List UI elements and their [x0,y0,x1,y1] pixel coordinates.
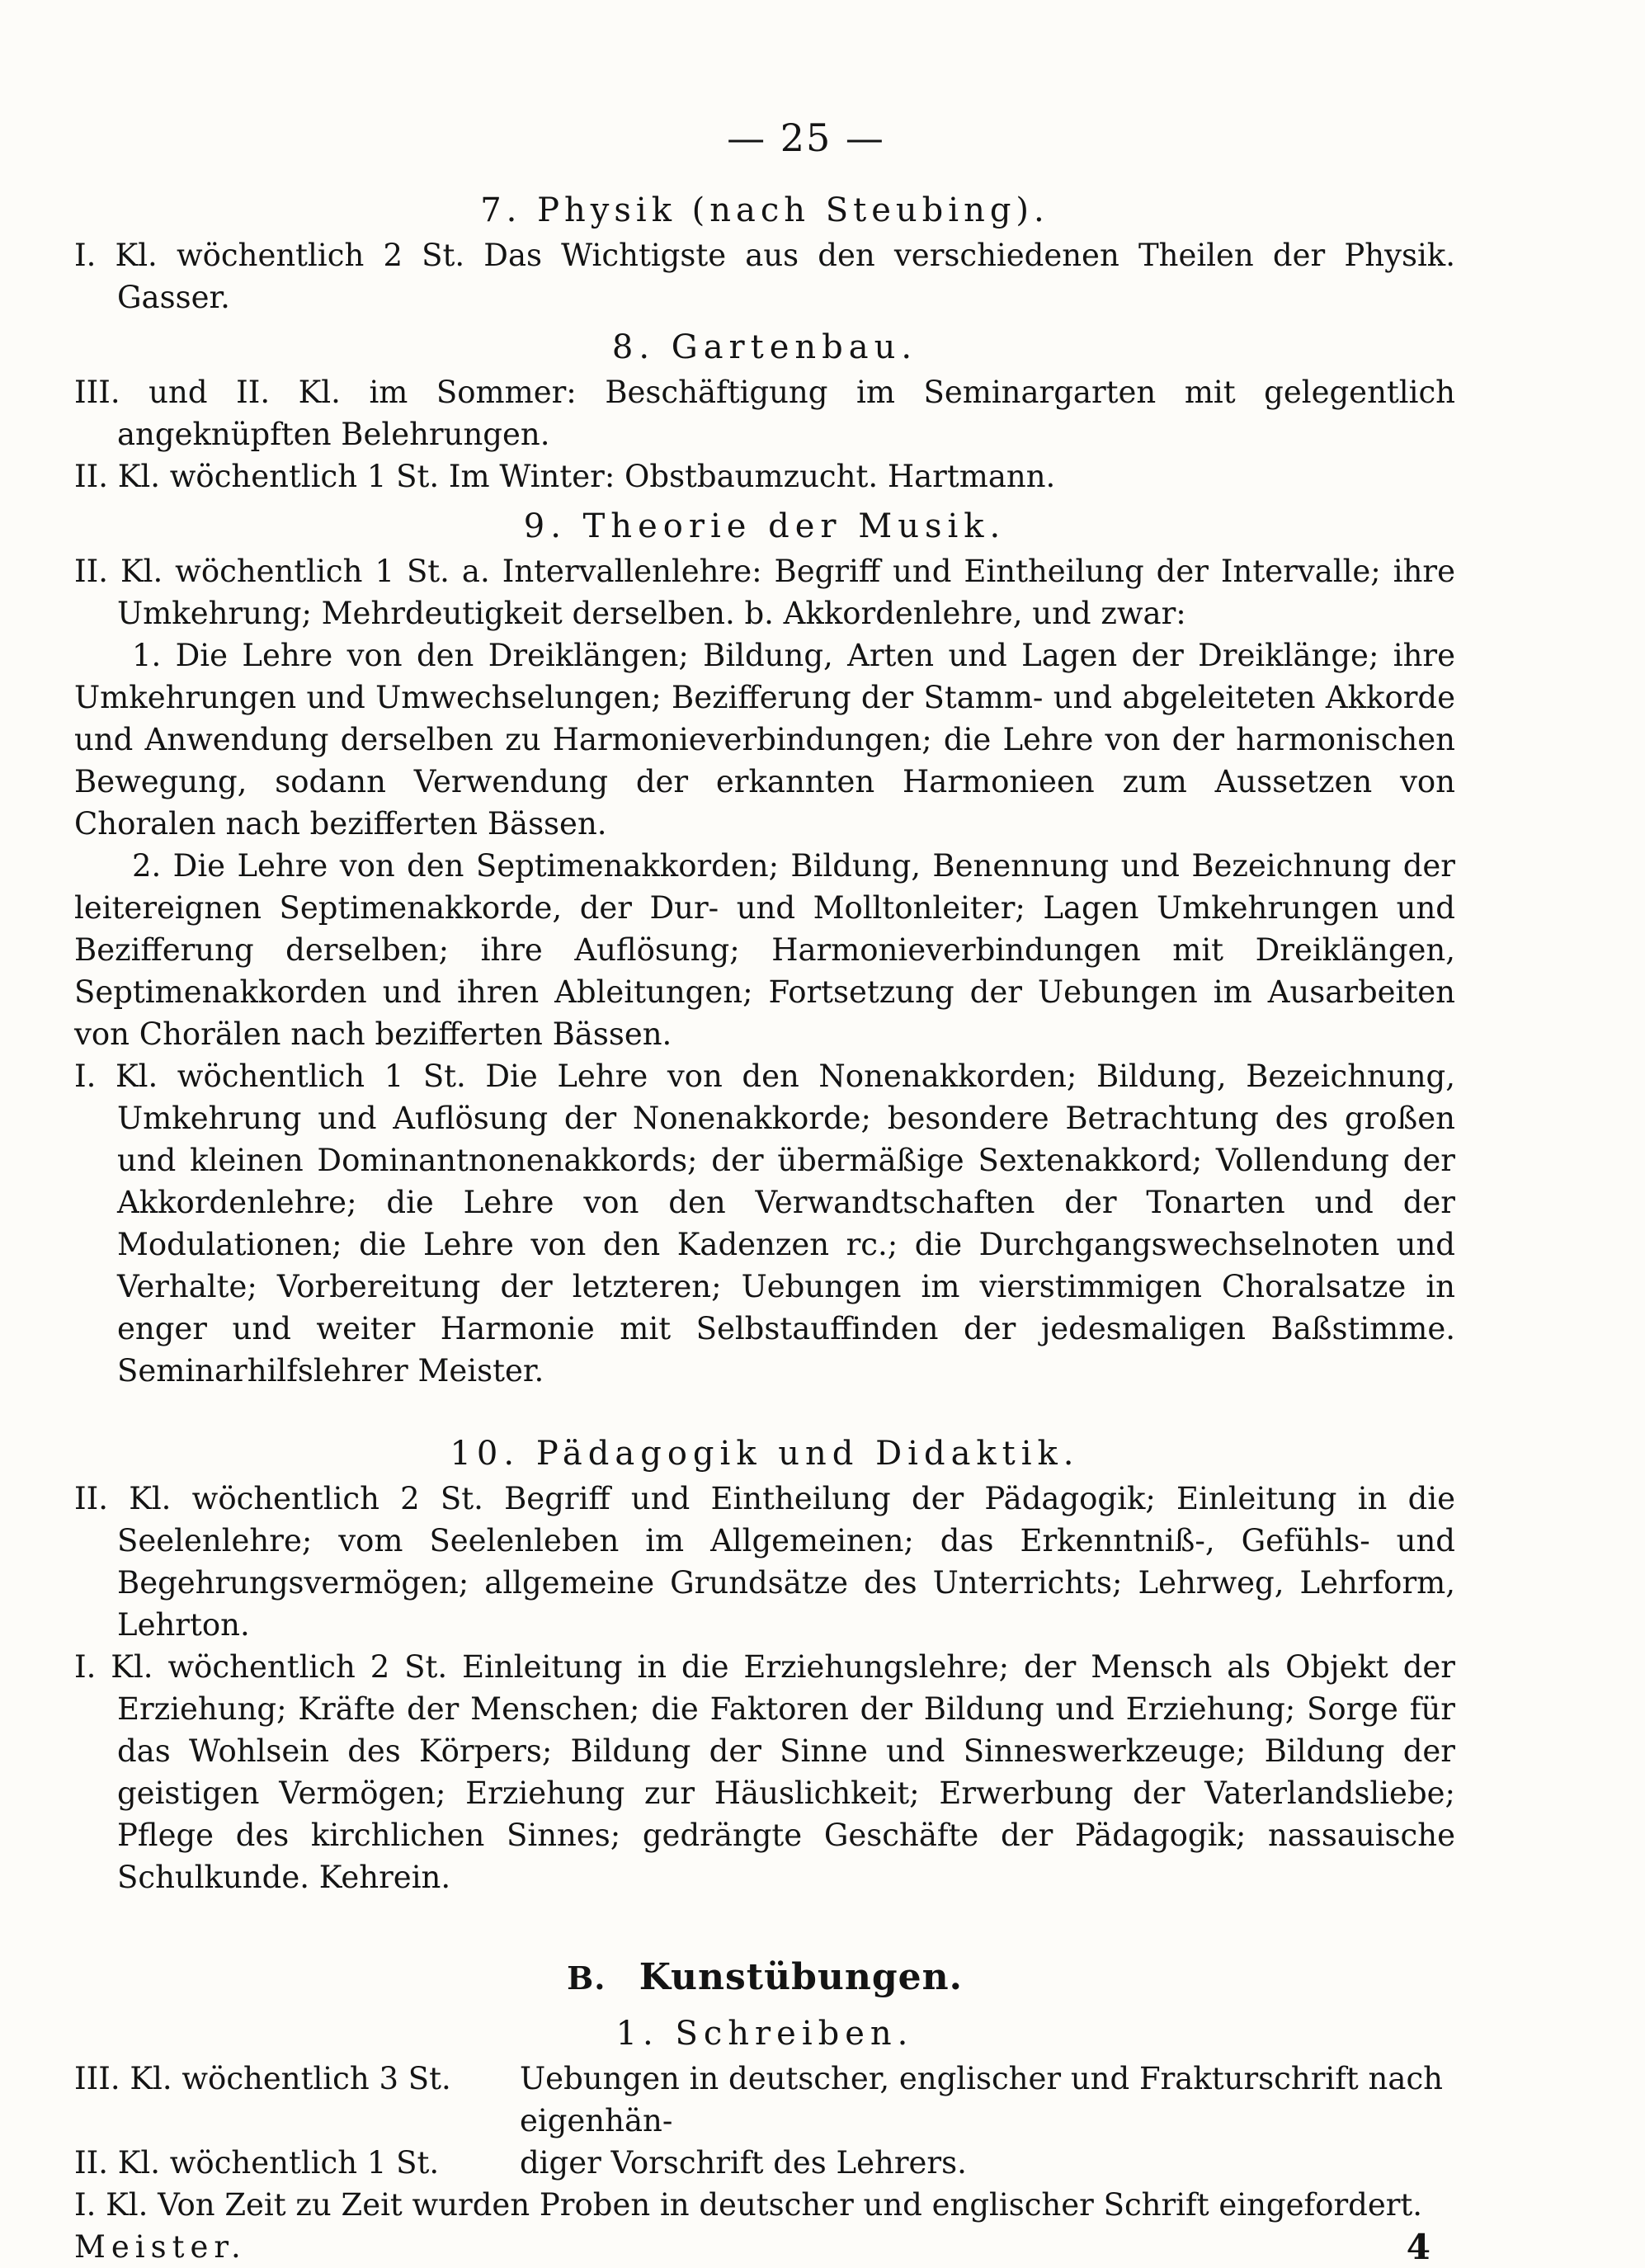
section-title: 1. Schreiben. [615,2015,914,2053]
paragraph: 1. Die Lehre von den Dreiklängen; Bildung, Arten und Lagen der Dreiklänge; ihre Umkehrungen und Umwechselungen; Bezifferung der Stamm- und abgeleiteten Akkorde und Anwendung derselben zu Harmonieverbindungen; die Lehre von der harmonischen Bewegung, sodann Verwendung der erkannten Harmonieen zum Aussetzen von Choralen nach bezifferten Bässen. [74,638,1455,842]
section-schreiben [74,2015,1455,2268]
paragraph: III. und II. Kl. im Sommer: Beschäftigung im Seminargarten mit gelegentlich angeknüpften Belehrungen. [74,375,1455,452]
section-title: 7. Physik (nach Steubing). [480,191,1049,229]
part-heading [74,1956,1455,1998]
part-letter: B. [567,1959,606,1997]
paragraph: I. Kl. wöchentlich 2 St. Einleitung in die Erziehungslehre; der Mensch als Objekt der Erziehung; Kräfte der Menschen; die Faktoren der Bildung und Erziehung; Sorge für das Wohlsein des Körpers; Bildung der Sinne und Sinneswerkzeuge; Bildung der geistigen Vermögen; Erziehung zur Häuslichkeit; Erwerbung der Vaterlandsliebe; Pflege des kirchlichen Sinnes; gedrängte Geschäfte der Pädagogik; nassauische Schulkunde. Kehrein. [74,1649,1455,1895]
paragraph: II. Kl. wöchentlich 1 St. a. Intervallenlehre: Begriff und Eintheilung der Intervalle; ihre Umkehrung; Mehrdeutigkeit derselben. b. Akkordenlehre, und zwar: [74,554,1455,631]
class-label: III. Kl. wöchentlich 3 St. [74,2061,451,2096]
section-title: 9. Theorie der Musik. [523,507,1006,545]
paragraph: I. Kl. wöchentlich 1 St. Die Lehre von den Nonenakkorden; Bildung, Bezeichnung, Umkehrung und Auflösung der Nonenakkorde; besondere Betrachtung des großen und kleinen Dominantnonenakkords; der übermäßige Sextenakkord; Vollendung der Akkordenlehre; die Lehre von den Verwandtschaften der Tonarten und der Modulationen; die Lehre von den Kadenzen rc.; die Durchgangswechselnoten und Verhalte; Vorbereitung der letzteren; Uebungen im vierstimmigen Choralsatze in enger und weiter Harmonie mit Selbstauffinden der jedesmaligen Baßstimme. Seminarhilfslehrer Meister. [74,1059,1455,1389]
section-gartenbau [74,328,1455,497]
part-title: Kunstübungen. [639,1956,963,1998]
schreiben-table [74,2058,1455,2184]
spacer [74,1392,1455,1425]
section-title: 8. Gartenbau. [611,328,918,366]
teacher-name: Meister. [74,2229,247,2265]
tail-line [74,2226,1455,2268]
class-label: II. Kl. wöchentlich 1 St. [74,2145,440,2181]
section-physik [74,191,1455,318]
paragraph: I. Kl. wöchentlich 2 St. Das Wichtigste aus den verschiedenen Theilen der Physik. Gasser. [74,238,1455,315]
paragraph: 2. Die Lehre von den Septimenakkorden; Bildung, Benennung und Bezeichnung der leitereignen Septimenakkorde, der Dur- und Molltonleiter; Lagen Umkehrungen und Bezifferung derselben; ihre Auflösung; Harmonieverbindungen mit Dreiklängen, Septimenakkorden und ihren Ableitungen; Fortsetzung der Uebungen im Ausarbeiten von Chorälen nach bezifferten Bässen. [74,848,1455,1052]
paragraph: I. Kl. Von Zeit zu Zeit wurden Proben in deutscher und englischer Schrift eingefordert. [74,2187,1423,2223]
paragraph: II. Kl. wöchentlich 2 St. Begriff und Eintheilung der Pädagogik; Einleitung in die Seelenlehre; vom Seelenleben im Allgemeinen; das Erkenntniß-, Gefühls- und Begehrungsvermögen; allgemeine Grundsätze des Unterrichts; Lehrweg, Lehrform, Lehrton. [74,1481,1455,1643]
page-number: — 25 — [727,116,885,160]
class-text: diger Vorschrift des Lehrers. [520,2145,967,2181]
section-musik [74,507,1455,1392]
signature-mark: 4 [1406,2227,1431,2267]
section-paedagogik [74,1435,1455,1898]
paragraph: II. Kl. wöchentlich 1 St. Im Winter: Obstbaumzucht. Hartmann. [74,459,1056,494]
class-text: Uebungen in deutscher, englischer und Frakturschrift nach eigenhän- [520,2061,1443,2138]
section-title: 10. Pädagogik und Didaktik. [450,1435,1080,1473]
